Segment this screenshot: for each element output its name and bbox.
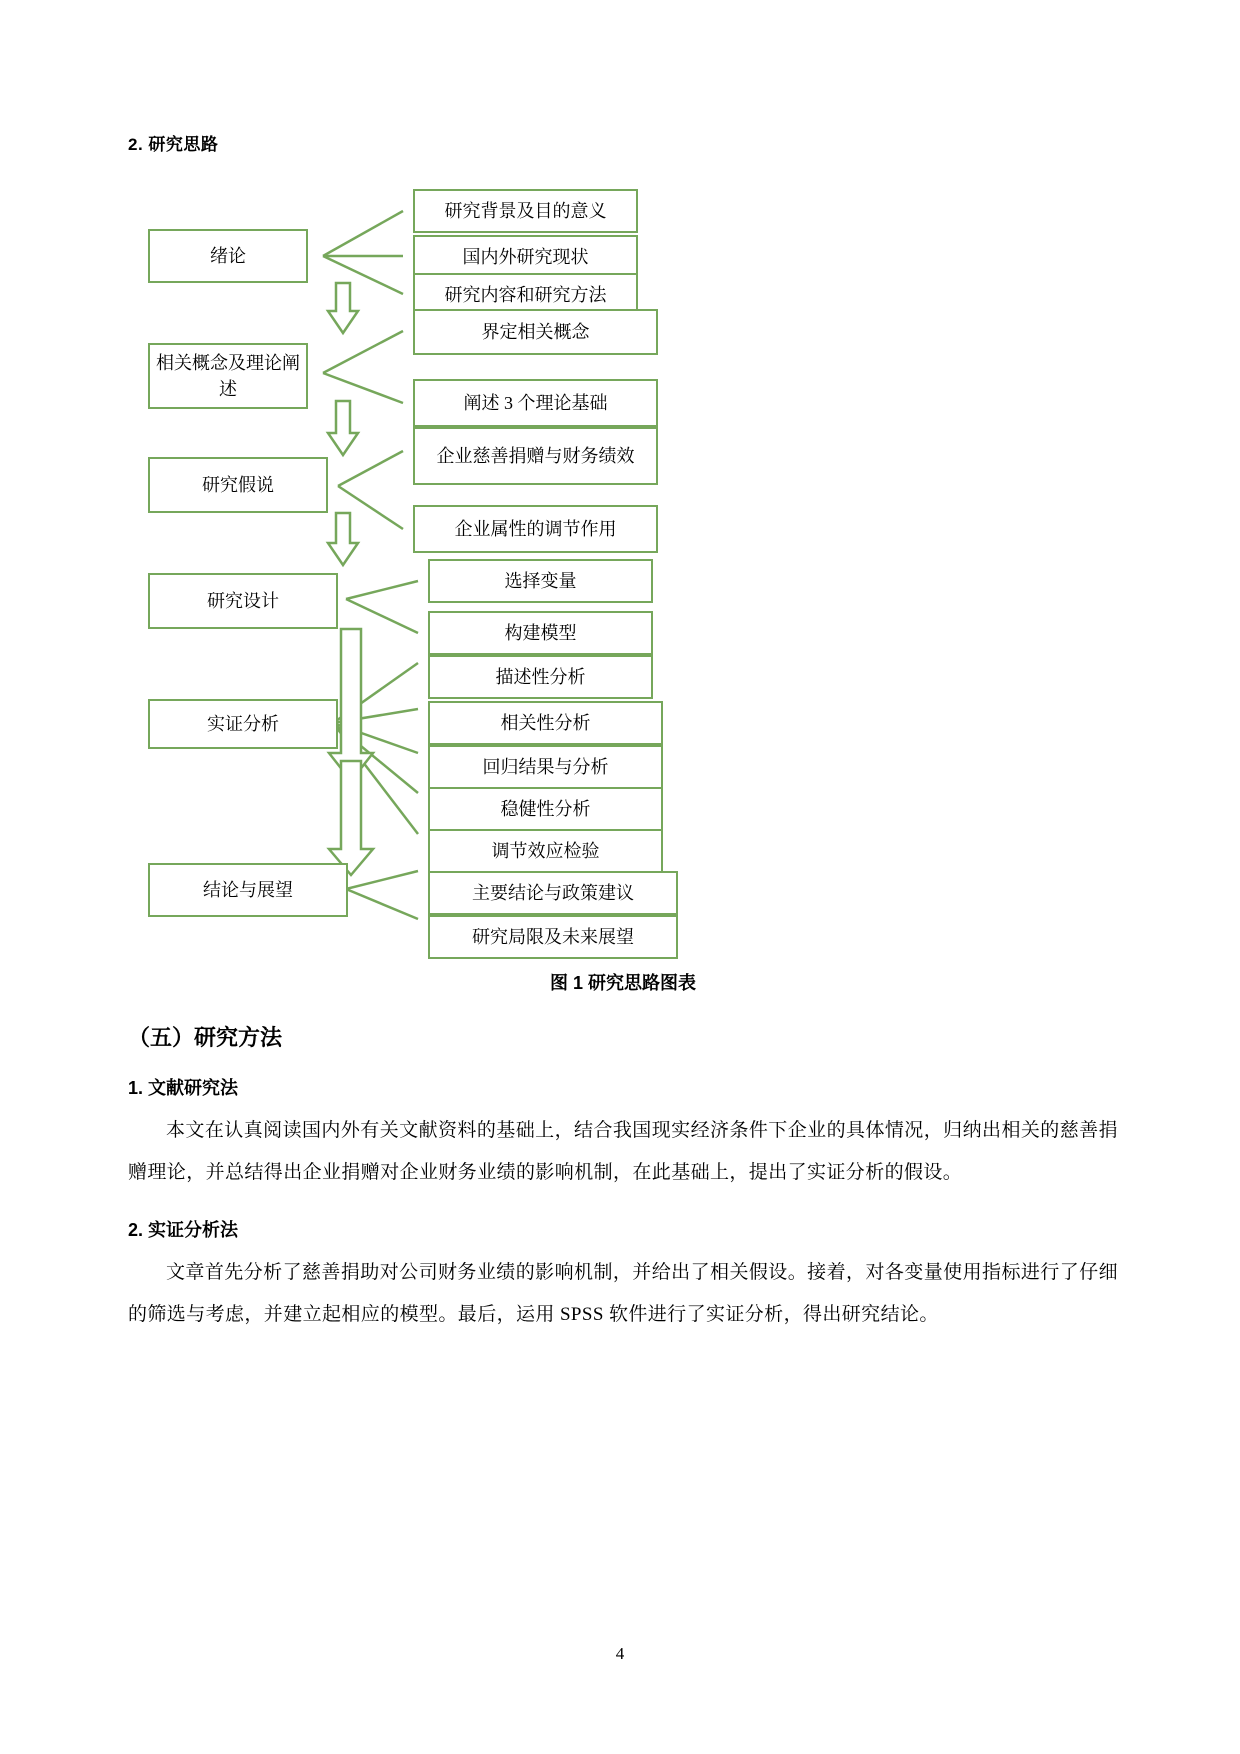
flowchart-detail-build-model — [428, 611, 653, 655]
flowchart-detail-regression-results — [428, 745, 663, 789]
flowchart-detail-robustness-analysis — [428, 787, 663, 831]
flowchart-node-label: 企业慈善捐赠与财务绩效 — [436, 446, 635, 466]
flowchart-node-conclusion — [148, 863, 348, 917]
flowchart-node-label: 描述性分析 — [495, 667, 586, 687]
flowchart-detail-correlation-analysis — [428, 701, 663, 745]
flowchart-detail-select-variables — [428, 559, 653, 603]
flowchart-node-hypothesis — [148, 457, 328, 513]
flowchart-node-label: 回归结果与分析 — [482, 757, 609, 777]
flowchart-detail-descriptive-analysis — [428, 655, 653, 699]
paragraph-empirical-method: 文章首先分析了慈善捐助对公司财务业绩的影响机制，并给出了相关假设。接着，对各变量使用指标进行了仔细的筛选与考虑，并建立起相应的模型。最后，运用 SPSS 软件进行了实证分析，得出研究结论。 — [128, 1262, 1118, 1325]
flowchart-node-label: 研究局限及未来展望 — [472, 927, 634, 947]
flowchart-detail-limitations-outlook — [428, 915, 678, 959]
flowchart-node-concepts — [148, 343, 308, 409]
flowchart-node-label: 研究内容和研究方法 — [444, 285, 607, 305]
flowchart-detail-main-conclusions — [428, 871, 678, 915]
page-content — [128, 130, 1118, 1338]
research-approach-flowchart — [128, 161, 1118, 951]
flowchart-node-label: 选择变量 — [504, 571, 577, 591]
flowchart-node-label: 研究假说 — [202, 475, 274, 495]
page-number: 4 — [615, 1644, 625, 1663]
flowchart-node-label: 结论与展望 — [203, 880, 293, 900]
flowchart-detail-donation-performance — [413, 427, 658, 485]
flowchart-node-label: 阐述 3 个理论基础 — [463, 393, 608, 413]
flowchart-node-label: 研究背景及目的意义 — [444, 201, 607, 221]
flowchart-detail-attribute-moderation — [413, 505, 658, 553]
flowchart-detail-background — [413, 189, 638, 233]
flowchart-node-label: 相关概念及理论阐述 — [156, 353, 300, 399]
heading-literature-method: 1. 文献研究法 — [128, 1078, 239, 1098]
flowchart-node-label: 稳健性分析 — [500, 799, 591, 819]
flowchart-node-label: 调节效应检验 — [491, 841, 600, 861]
flowchart-node-label: 实证分析 — [207, 714, 279, 734]
figure-caption: 图 1 研究思路图表 — [549, 973, 696, 993]
paragraph-literature-method: 本文在认真阅读国内外有关文献资料的基础上，结合我国现实经济条件下企业的具体情况，归纳出相关的慈善捐赠理论，并总结得出企业捐赠对企业财务业绩的影响机制，在此基础上，提出了实证分析的假设。 — [128, 1120, 1118, 1183]
flowchart-node-label: 企业属性的调节作用 — [454, 519, 617, 539]
flowchart-node-intro — [148, 229, 308, 283]
flowchart-node-empirical — [148, 699, 338, 749]
flowchart-node-label: 相关性分析 — [500, 713, 591, 733]
flowchart-node-label: 构建模型 — [504, 623, 577, 643]
heading-research-methods: （五）研究方法 — [128, 1025, 283, 1050]
flowchart-detail-moderation-test — [428, 829, 663, 873]
flowchart-node-label: 界定相关概念 — [481, 322, 590, 342]
flowchart-node-label: 国内外研究现状 — [462, 247, 589, 267]
section-heading-research-approach: 2. 研究思路 — [128, 135, 219, 154]
flowchart-node-design — [148, 573, 338, 629]
heading-empirical-method: 2. 实证分析法 — [128, 1220, 239, 1240]
flowchart-node-label: 绪论 — [210, 246, 246, 266]
flowchart-detail-define-concepts — [413, 309, 658, 355]
flowchart-node-label: 主要结论与政策建议 — [472, 883, 634, 903]
flowchart-node-label: 研究设计 — [207, 591, 279, 611]
flowchart-detail-three-theories — [413, 379, 658, 427]
